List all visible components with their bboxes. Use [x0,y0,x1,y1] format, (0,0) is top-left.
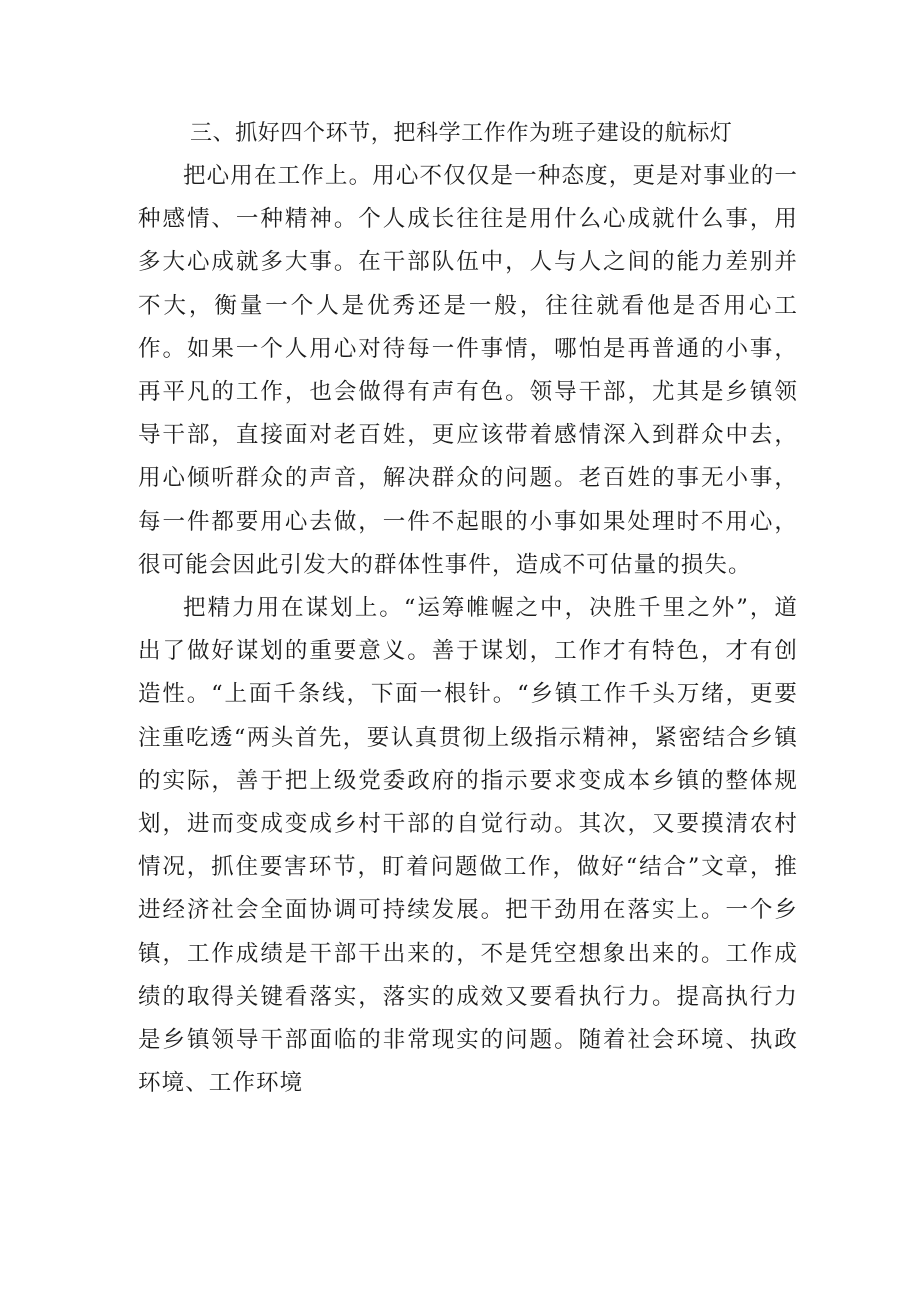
paragraph-1: 把心用在工作上。用心不仅仅是一种态度，更是对事业的一种感情、一种精神。个人成长往往是用什么心成就什么事，用多大心成就多大事。在干部队伍中，人与人之间的能力差别并不大，衡量一个人是优秀还是一般，往往就看他是否用心工作。如果一个人用心对待每一件事情，哪怕是再普通的小事，再平凡的工作，也会做得有声有色。领导干部，尤其是乡镇领导干部，直接面对老百姓，更应该带着感情深入到群众中去，用心倾听群众的声音，解决群众的问题。老百姓的事无小事，每一件都要用心去做，一件不起眼的小事如果处理时不用心，很可能会因此引发大的群体性事件，造成不可估量的损失。 [138,163,798,578]
document-body [138,112,798,1105]
paragraph-2: 把精力用在谋划上。“运筹帷幄之中，决胜千里之外”，道出了做好谋划的重要意义。善于谋划，工作才有特色，才有创造性。“上面千条线，下面一根针。“乡镇工作千头万绪，更要注重吃透“两头首先，要认真贯彻上级指示精神，紧密结合乡镇的实际，善于把上级党委政府的指示要求变成本乡镇的整体规划，进而变成变成乡村干部的自觉行动。其次，又要摸清农村情况，抓住要害环节，盯着问题做工作，做好“结合”文章，推进经济社会全面协调可持续发展。把干劲用在落实上。一个乡镇，工作成绩是干部干出来的，不是凭空想象出来的。工作成绩的取得关键看落实，落实的成效又要看执行力。提高执行力是乡镇领导干部面临的非常现实的问题。随着社会环境、执政环境、工作环境 [138,595,798,1097]
section-heading: 三、抓好四个环节，把科学工作作为班子建设的航标灯 [190,121,733,146]
